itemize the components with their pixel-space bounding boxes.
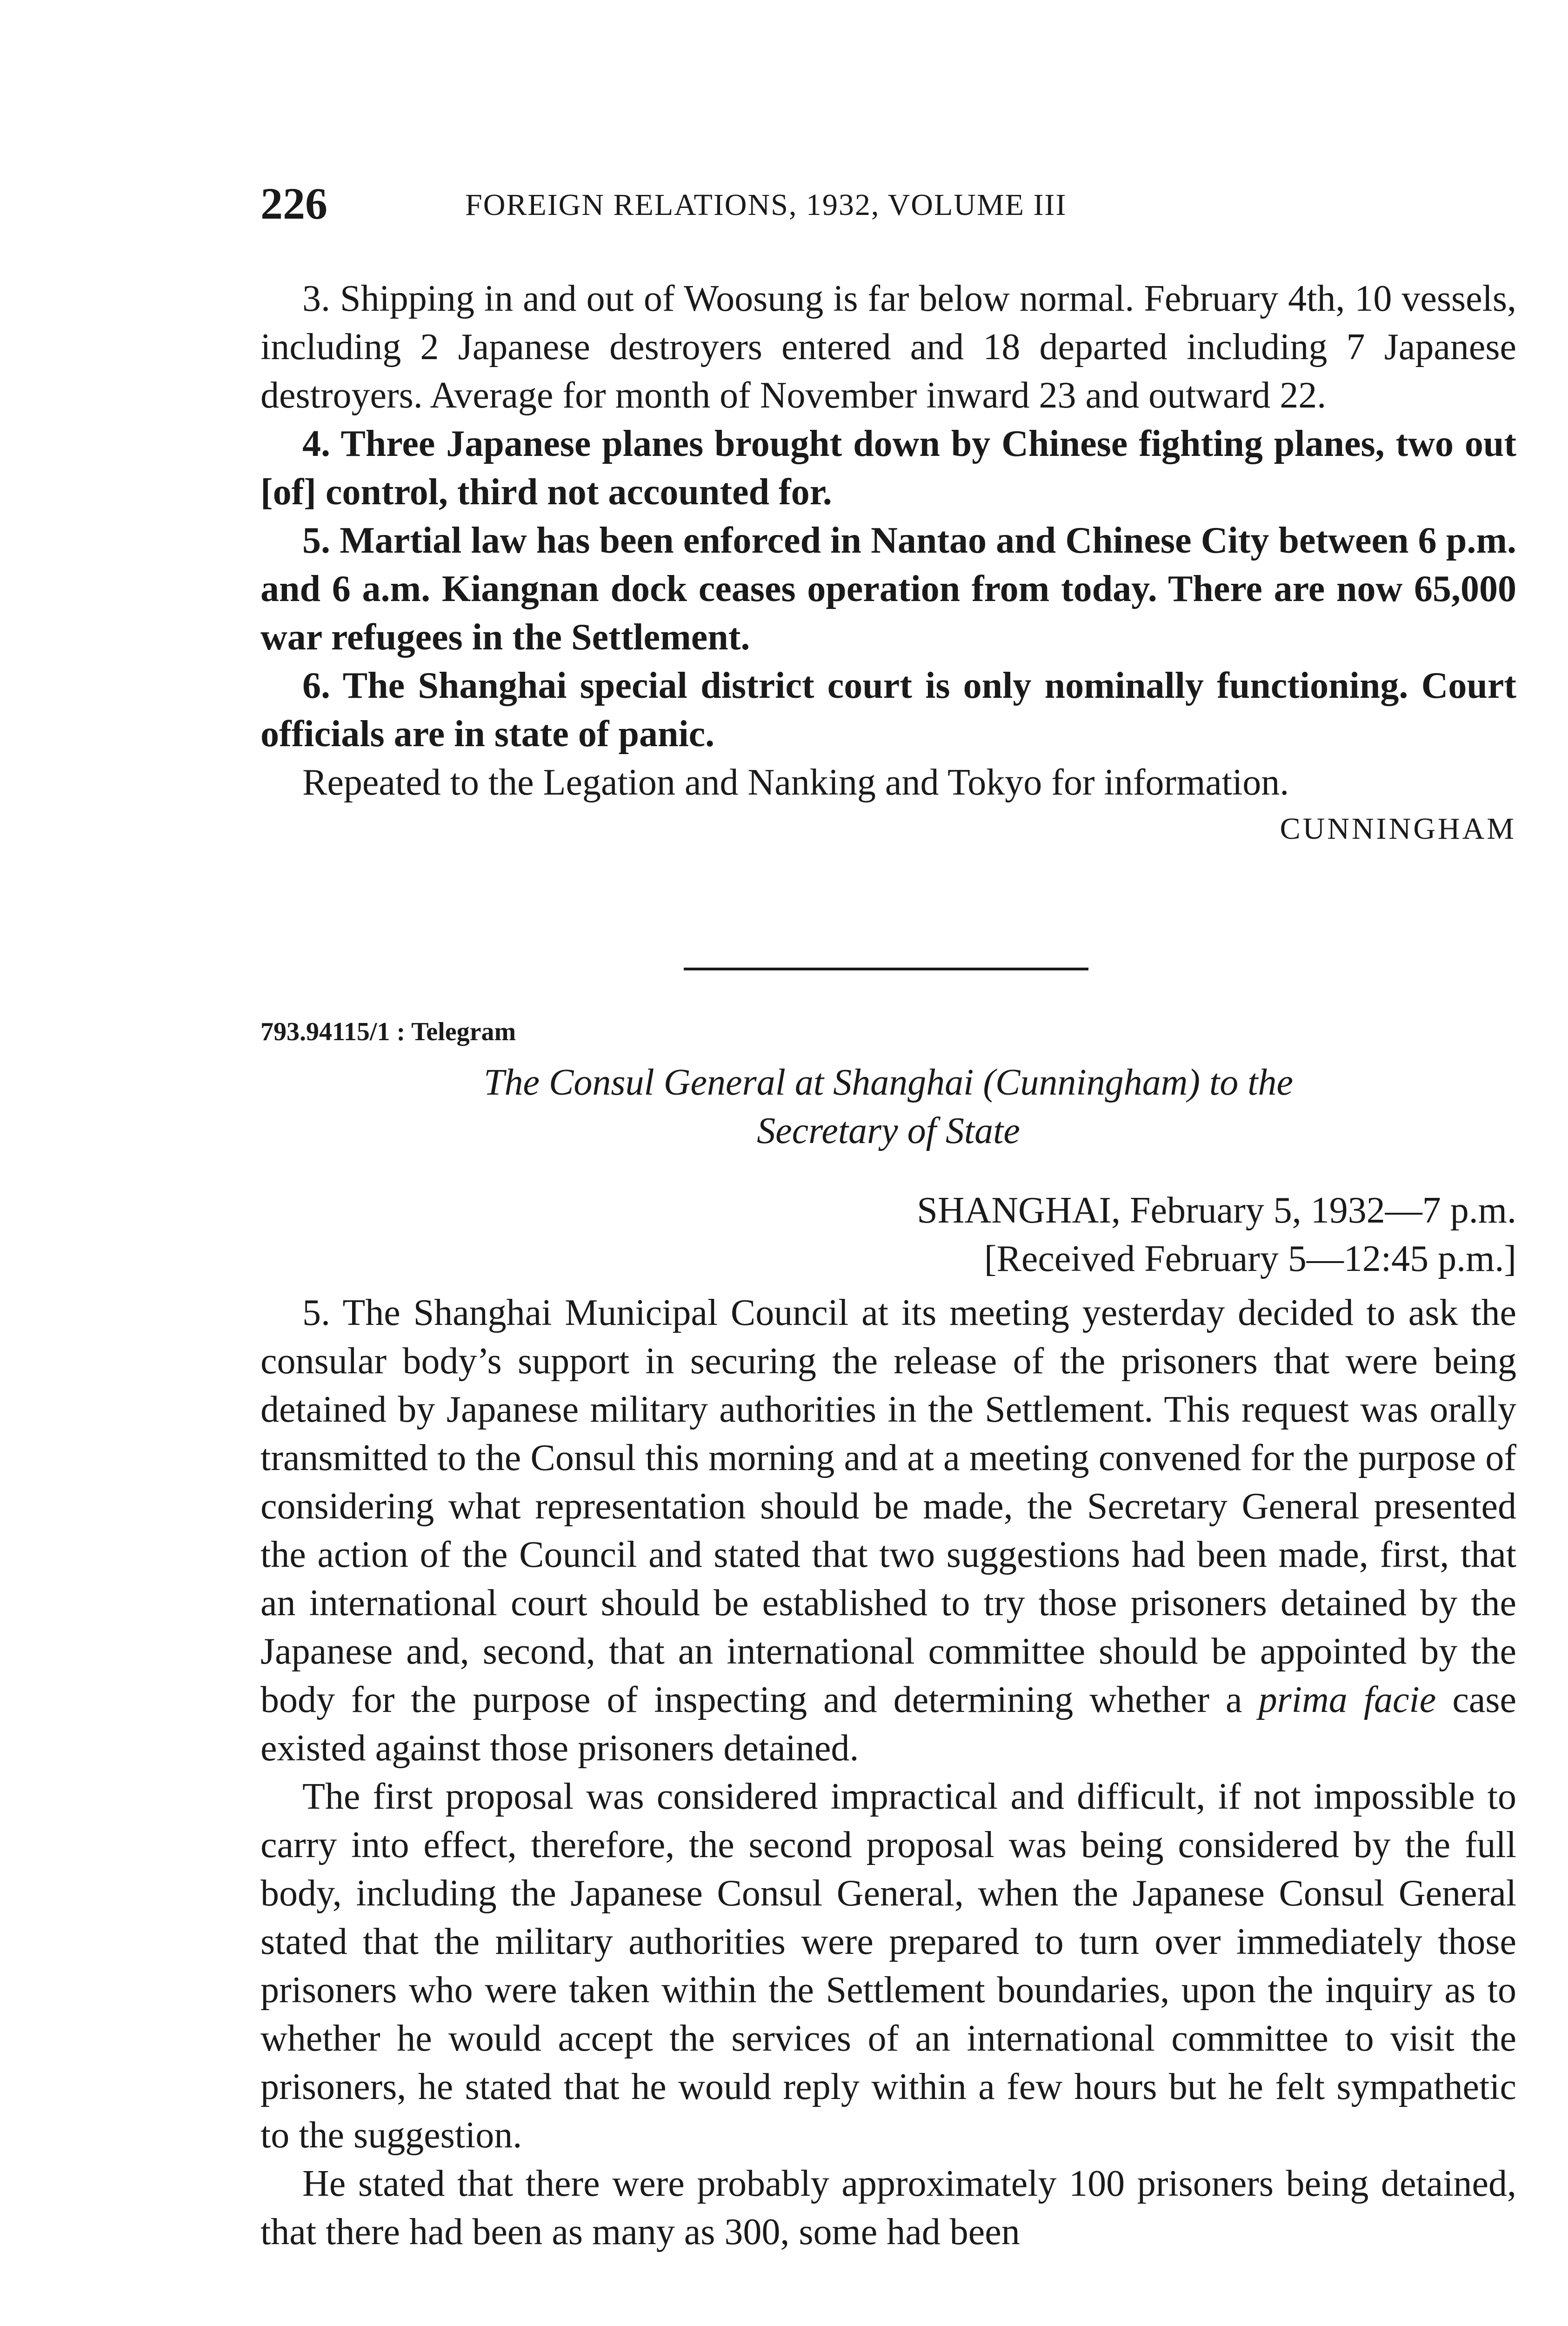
first-telegram-body — [260, 274, 1516, 851]
dateline-date: February 5, 1932—7 p.m. — [1120, 1190, 1516, 1231]
section-divider — [684, 968, 1088, 970]
repeated-note: Repeated to the Legation and Nanking and Tokyo for information. — [302, 762, 1289, 803]
paragraph-council-text-b: case existed against those prisoners detained. — [260, 1679, 1517, 1769]
dateline-sent — [260, 1186, 1516, 1235]
heading-line-2: Secretary of State — [757, 1110, 1020, 1151]
running-title: FOREIGN RELATIONS, 1932, VOLUME III — [465, 188, 1067, 222]
dateline-received: [Received February 5—12:45 p.m.] — [984, 1238, 1516, 1279]
paragraph-6: 6. The Shanghai special district court is only nominally functioning. Court officials are in state of panic. — [260, 665, 1516, 755]
file-number: 793.94115/1 : Telegram — [260, 1017, 516, 1046]
paragraph-5: 5. Martial law has been enforced in Nantao and Chinese City between 6 p.m. and 6 a.m. Kiangnan dock ceases operation from today. There are now 65,000 war refugees in the Settlement. — [260, 520, 1516, 658]
page-header — [260, 181, 1516, 242]
paragraph-he-stated: He stated that there were probably approximately 100 prisoners being detained, that there had been as many as 300, some had been — [260, 2163, 1516, 2252]
heading-line-1: The Consul General at Shanghai (Cunningham) to the — [484, 1062, 1293, 1103]
paragraph-council-italic: prima facie — [1258, 1679, 1436, 1720]
second-telegram-body — [260, 1289, 1516, 2256]
document-heading — [260, 1058, 1516, 1155]
paragraph-first-proposal: The first proposal was considered impractical and difficult, if not impossible to carry into effect, therefore, the second proposal was being considered by the full body, including the Japanese Consul General, when the Japanese Consul General stated that the military authorities were prepared to turn over immediately those prisoners who were taken within the Settlement boundaries, upon the inquiry as to whether he would accept the services of an international committee to visit the prisoners, he stated that he would reply within a few hours but he felt sympathetic to the suggestion. — [260, 1776, 1516, 2156]
signature: CUNNINGHAM — [1280, 812, 1516, 846]
dateline-place: SHANGHAI, — [917, 1190, 1121, 1231]
paragraph-4: 4. Three Japanese planes brought down by Chinese fighting planes, two out [of] control, third not accounted for. — [260, 423, 1516, 513]
paragraph-3: 3. Shipping in and out of Woosung is far below normal. February 4th, 10 vessels, including 2 Japanese destroyers entered and 18 departed including 7 Japanese destroyers. Average for month of November inward 23 and outward 22. — [260, 278, 1516, 416]
paragraph-council-text-a: 5. The Shanghai Municipal Council at its meeting yesterday decided to ask the consular body’s support in securing the release of the prisoners that were being detained by Japanese military authorities in the Settlement. This request was orally transmitted to the Consul this morning and at a meeting convened for the purpose of considering what representation should be made, the Secretary General presented the action of the Council and stated that two suggestions had been made, first, that an international court should be established to try those prisoners detained by the Japanese and, second, that an international committee should be appointed by the body for the purpose of inspecting and determining whether a — [260, 1292, 1516, 1720]
paragraph-council — [260, 1289, 1516, 1772]
page-number: 226 — [260, 179, 327, 228]
dateline — [260, 1186, 1516, 1283]
